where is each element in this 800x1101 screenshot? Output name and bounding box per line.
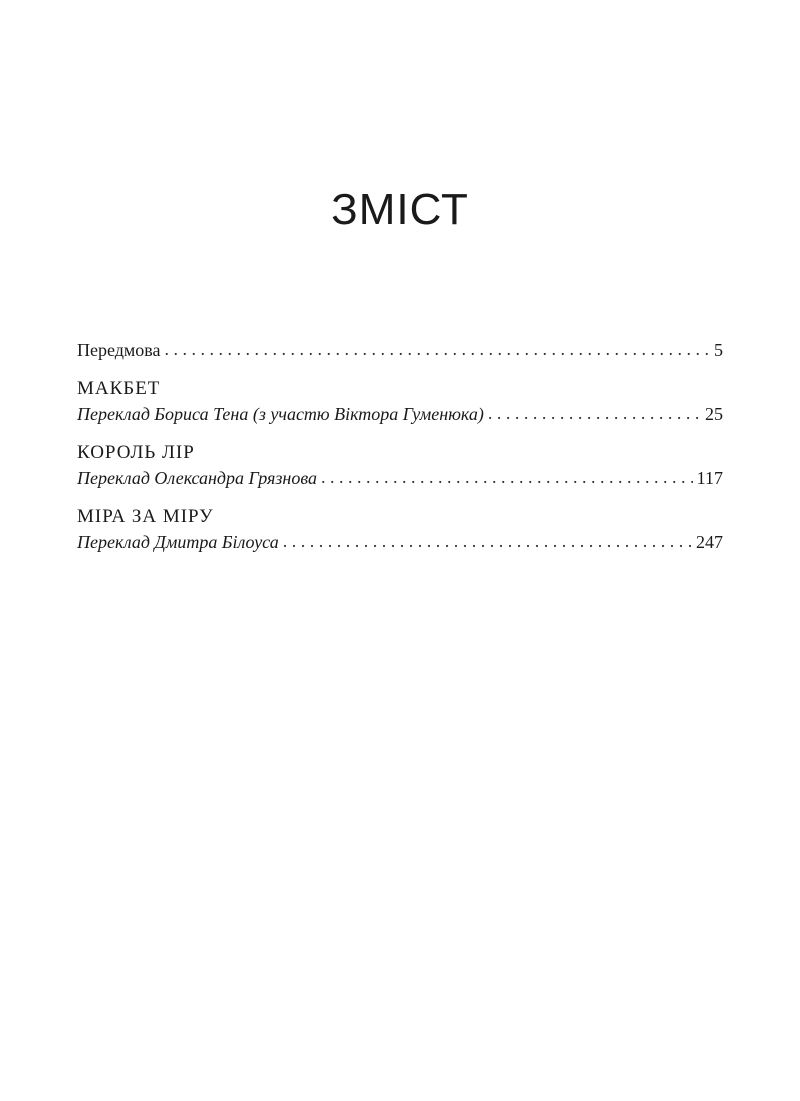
table-of-contents: [77, 336, 723, 556]
toc-page-number: 247: [696, 532, 723, 552]
toc-line: [77, 464, 723, 492]
toc-page-number: 117: [696, 468, 723, 488]
dot-leader: [165, 335, 710, 363]
toc-translator: Переклад Бориса Тена (з участю Віктора Гуменюка): [77, 404, 484, 424]
toc-work-title: МІРА ЗА МІРУ: [77, 506, 214, 527]
dot-leader: [321, 463, 693, 491]
toc-work-title: МАКБЕТ: [77, 378, 161, 399]
toc-page-number: 5: [714, 340, 723, 360]
toc-entry-label: Передмова: [77, 340, 161, 360]
toc-entry-king-lear: [77, 442, 723, 492]
toc-entry-macbeth: [77, 378, 723, 428]
toc-line: [77, 528, 723, 556]
dot-leader: [283, 527, 692, 555]
toc-translator: Переклад Дмитра Білоуса: [77, 532, 279, 552]
toc-page-number: 25: [705, 404, 723, 424]
toc-entry-preface: [77, 336, 723, 364]
toc-translator: Переклад Олександра Грязнова: [77, 468, 318, 488]
dot-leader: [488, 399, 701, 427]
toc-line: [77, 336, 723, 364]
page-title: ЗМІСТ: [331, 185, 469, 234]
toc-entry-measure-for-measure: [77, 506, 723, 556]
toc-work-title: КОРОЛЬ ЛІР: [77, 442, 195, 463]
toc-line: [77, 400, 723, 428]
